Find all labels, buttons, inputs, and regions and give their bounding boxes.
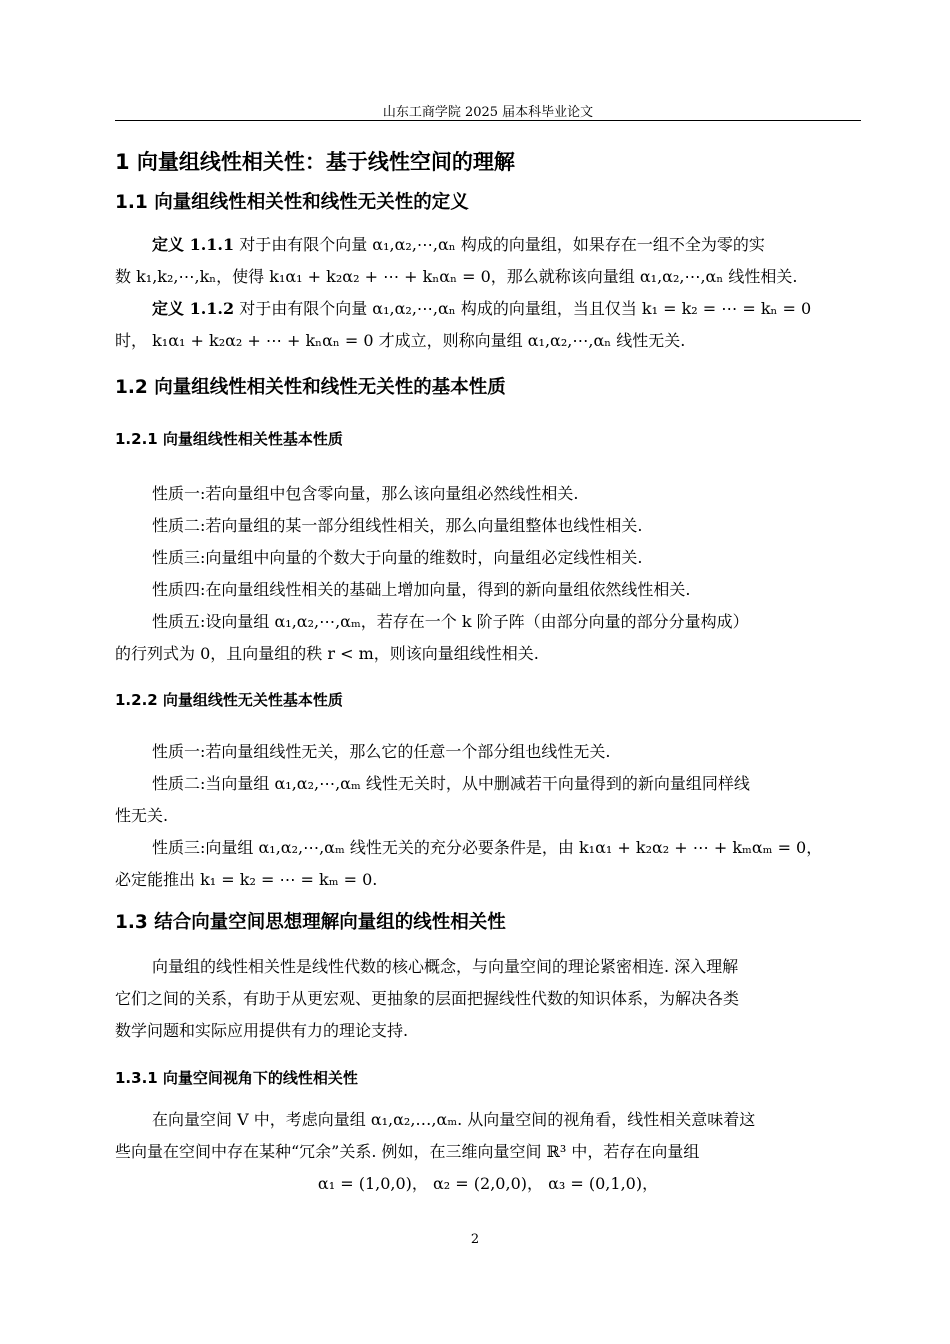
section-1-2-1-title: 1.2.1 向量组线性相关性基本性质: [115, 430, 343, 448]
dependence-property-3: 性质三:向量组中向量的个数大于向量的维数时，向量组必定线性相关.: [152, 548, 643, 567]
section-1-3-paragraph-line3: 数学问题和实际应用提供有力的理论支持.: [115, 1021, 409, 1040]
section-1-title: 1 向量组线性相关性：基于线性空间的理解: [115, 150, 515, 174]
dependence-property-4: 性质四:在向量组线性相关的基础上增加向量，得到的新向量组依然线性相关.: [152, 580, 691, 599]
independence-property-3-line1: 性质三:向量组 α₁,α₂,⋯,αₘ 线性无关的充分必要条件是，由 k₁α₁ + k₂α₂ + ⋯ + kₘαₘ = 0，: [152, 838, 823, 857]
section-1-2-2-title: 1.2.2 向量组线性无关性基本性质: [115, 691, 343, 709]
definition-1-1-2-label: 定义 1.1.2: [152, 299, 235, 318]
vector-space-line2: 些向量在空间中存在某种“冗余”关系. 例如，在三维向量空间 ℝ³ 中，若存在向量组: [115, 1142, 700, 1161]
independence-property-1: 性质一:若向量组线性无关，那么它的任意一个部分组也线性无关.: [152, 742, 611, 761]
definition-1-1-2-line1: 对于由有限个向量 α₁,α₂,⋯,αₙ 构成的向量组，当且仅当 k₁ = k₂ = ⋯ = kₙ = 0: [239, 299, 812, 318]
definition-1-1-1-line2: 数 k₁,k₂,⋯,kₙ，使得 k₁α₁ + k₂α₂ + ⋯ + kₙαₙ = 0，那么就称该向量组 α₁,α₂,⋯,αₙ 线性相关.: [115, 267, 798, 286]
dependence-property-5-line2: 的行列式为 0，且向量组的秩 r < m，则该向量组线性相关.: [115, 644, 539, 663]
independence-property-2-line2: 性无关.: [115, 806, 169, 825]
page-number: 2: [470, 1232, 480, 1247]
vector-space-line1: 在向量空间 V 中，考虑向量组 α₁,α₂,…,αₘ. 从向量空间的视角看，线性相关意味着这: [152, 1110, 756, 1129]
section-1-3-paragraph-line2: 它们之间的关系，有助于从更宏观、更抽象的层面把握线性代数的知识体系，为解决各类: [115, 989, 740, 1008]
section-1-3-1-title: 1.3.1 向量空间视角下的线性相关性: [115, 1069, 358, 1087]
dependence-properties: [115, 478, 861, 670]
dependence-property-2: 性质二:若向量组的某一部分组线性相关，那么向量组整体也线性相关.: [152, 516, 643, 535]
vector-example-equation: α₁ = (1,0,0)， α₂ = (2,0,0)， α₃ = (0,1,0)，: [317, 1174, 659, 1193]
dependence-property-1: 性质一:若向量组中包含零向量，那么该向量组必然线性相关.: [152, 484, 579, 503]
definition-1-1-1: [115, 229, 861, 293]
section-1-1-title: 1.1 向量组线性相关性和线性无关性的定义: [115, 192, 469, 213]
independence-properties: [115, 736, 861, 896]
definition-1-1-2: [115, 293, 861, 357]
dependence-property-5-line1: 性质五:设向量组 α₁,α₂,⋯,αₘ，若存在一个 k 阶子阵（由部分向量的部分分量构成）: [152, 612, 749, 631]
definition-1-1-1-label: 定义 1.1.1: [152, 235, 235, 254]
section-1-3-title: 1.3 结合向量空间思想理解向量组的线性相关性: [115, 912, 506, 933]
vector-space-paragraph: [115, 1104, 861, 1200]
definition-1-1-1-line1: 对于由有限个向量 α₁,α₂,⋯,αₙ 构成的向量组，如果存在一组不全为零的实: [239, 235, 765, 254]
independence-property-3-line2: 必定能推出 k₁ = k₂ = ⋯ = kₘ = 0.: [115, 870, 378, 889]
header-rule: [115, 120, 861, 121]
independence-property-2-line1: 性质二:当向量组 α₁,α₂,⋯,αₘ 线性无关时，从中删减若干向量得到的新向量组同样线: [152, 774, 750, 793]
definition-1-1-2-line2: 时， k₁α₁ + k₂α₂ + ⋯ + kₙαₙ = 0 才成立，则称向量组 α₁,α₂,⋯,αₙ 线性无关.: [115, 331, 686, 350]
section-1-3-paragraph: [115, 951, 861, 1047]
section-1-2-title: 1.2 向量组线性相关性和线性无关性的基本性质: [115, 377, 506, 398]
section-1-3-paragraph-line1: 向量组的线性相关性是线性代数的核心概念，与向量空间的理论紧密相连. 深入理解: [152, 957, 739, 976]
running-header: 山东工商学院 2025 届本科毕业论文: [382, 105, 594, 120]
